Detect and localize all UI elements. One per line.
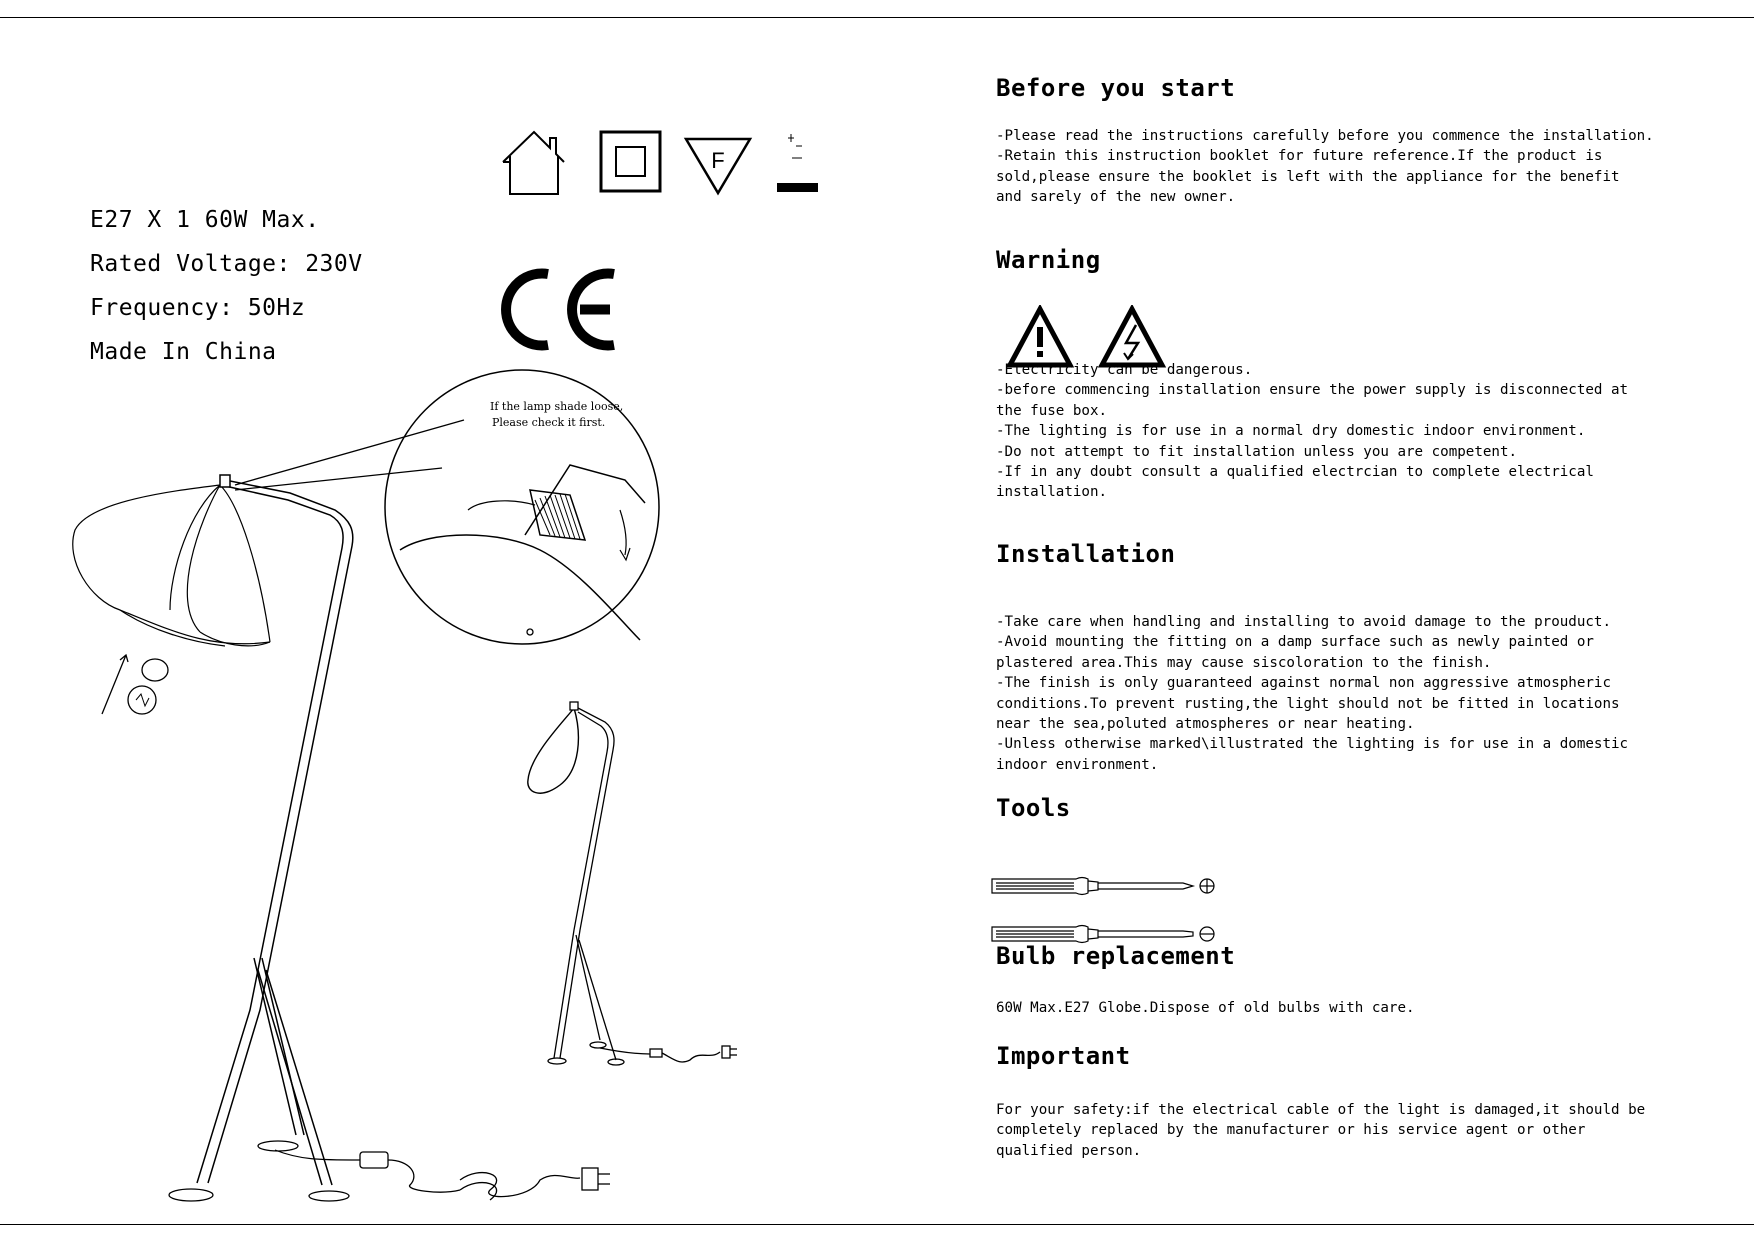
electric-shock-icon (1102, 309, 1162, 365)
f-mark-letter: F (711, 148, 725, 173)
ce-mark-icon (496, 262, 626, 357)
before-you-start-heading: Before you start (996, 74, 1236, 102)
f-mark-triangle-icon (686, 139, 750, 193)
important-heading: Important (996, 1042, 1131, 1070)
bottom-border-line (0, 1224, 1754, 1225)
specification-block (90, 198, 363, 374)
callout-pointer-line (235, 420, 464, 485)
certification-symbols (500, 128, 840, 208)
voltage-spec: Rated Voltage: 230V (90, 251, 363, 277)
before-you-start-text: -Please read the instructions carefully before you commence the installation. -Retain this instruction booklet for future reference.If the product is sold,please ensure the booklet is left with the appliance for the benefit and sarely of the new owner. (996, 128, 1654, 206)
lamp-stand (169, 475, 610, 1201)
flat-screwdriver-icon (992, 926, 1214, 943)
top-border-line (0, 17, 1754, 18)
callout-pointer-line (235, 468, 442, 490)
bulb-replacement-heading: Bulb replacement (996, 942, 1236, 970)
origin-spec: Made In China (90, 339, 277, 365)
callout-text-line-2: Please check it first. (492, 416, 606, 429)
tools-heading: Tools (996, 794, 1071, 822)
callout-text-line-1: If the lamp shade loose, (490, 400, 624, 413)
bulb-replacement-text: 60W Max.E27 Globe.Dispose of old bulbs with care. (996, 1000, 1415, 1016)
warning-heading: Warning (996, 246, 1101, 274)
bulb-icon (102, 655, 168, 714)
small-lamp-illustration (528, 702, 737, 1065)
spot-symbol-icon (777, 134, 818, 192)
important-text: For your safety:if the electrical cable of the light is damaged,it should be completely replaced by the manufacturer or his service agent or other qualified person. (996, 1102, 1646, 1159)
phillips-screwdriver-icon (992, 878, 1214, 895)
floor-lamp-illustration (60, 360, 780, 1210)
caution-exclamation-icon (1010, 309, 1070, 365)
frequency-spec: Frequency: 50Hz (90, 295, 306, 321)
class-ii-double-insulation-icon (601, 132, 660, 191)
installation-heading: Installation (996, 540, 1176, 568)
indoor-use-house-icon (503, 132, 564, 194)
warning-text: -Electricity can be dangerous. -before commencing installation ensure the power supply is disconnected at the fuse box. -The lighting is for use in a normal dry domestic indoor environment. -Do not attempt to fit installation unless you are competent. -If in any doubt consult a qualified electrcian to complete electrical installation. (996, 362, 1629, 501)
bulb-spec: E27 X 1 60W Max. (90, 207, 320, 233)
installation-text: -Take care when handling and installing to avoid damage to the prouduct. -Avoid mounting the fitting on a damp surface such as newly painted or plastered area.This may cause siscoloration to the finish. -The finish is only guaranteed against normal non aggressive atmospheric conditions.To prevent rusting,the light should not be fitted in locations near the sea,poluted atmospheres or near heating. -Unless otherwise marked\illustrated the lighting is for use in a domestic indoor environment. (996, 614, 1629, 773)
lamp-shade (73, 485, 270, 646)
